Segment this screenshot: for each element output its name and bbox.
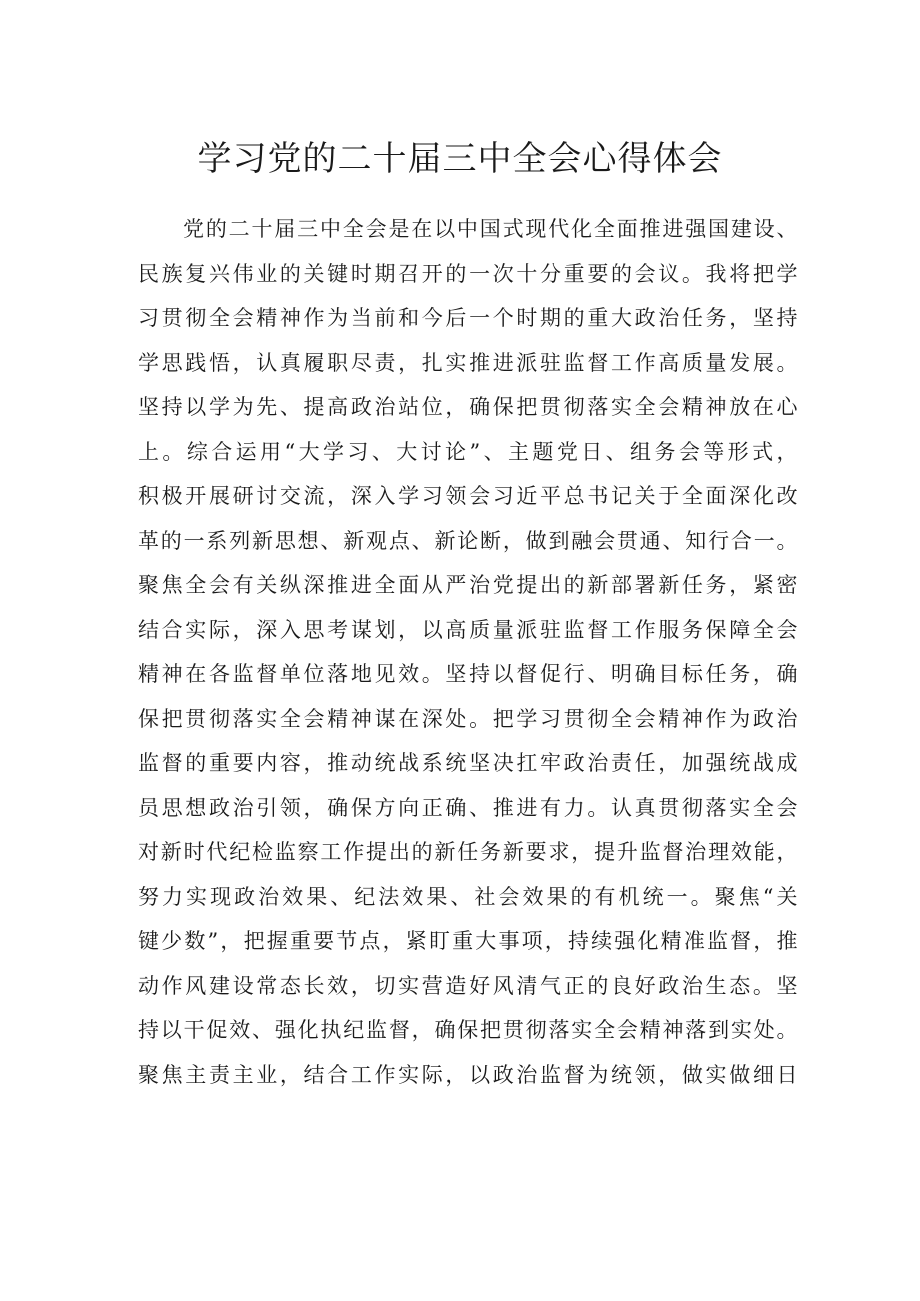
body-line: 持以干促效、强化执纪监督，确保把贯彻落实全会精神落到实处。 <box>138 1018 798 1042</box>
body-line: 对新时代纪检监察工作提出的新任务新要求，提升监督治理效能， <box>138 840 798 864</box>
body-line: 民族复兴伟业的关键时期召开的一次十分重要的会议。我将把学 <box>138 261 798 286</box>
body-line: 坚持以学为先、提高政治站位，确保把贯彻落实全会精神放在心 <box>138 395 798 419</box>
body-line: 保把贯彻落实全会精神谋在深处。把学习贯彻全会精神作为政治 <box>138 706 798 731</box>
body-line: 员思想政治引领，确保方向正确、推进有力。认真贯彻落实全会 <box>138 795 798 820</box>
document-title: 学习党的二十届三中全会心得体会 <box>197 138 723 179</box>
body-line: 聚焦主责主业，结合工作实际，以政治监督为统领，做实做细日 <box>138 1062 798 1087</box>
body-line: 聚焦全会有关纵深推进全面从严治党提出的新部署新任务，紧密 <box>138 573 798 597</box>
body-line: 上。综合运用“大学习、大讨论”、主题党日、组务会等形式， <box>138 439 798 464</box>
body-line: 习贯彻全会精神作为当前和今后一个时期的重大政治任务，坚持 <box>138 306 798 330</box>
body-line: 监督的重要内容，推动统战系统坚决扛牢政治责任，加强统战成 <box>138 751 798 775</box>
body-line: 积极开展研讨交流，深入学习领会习近平总书记关于全面深化改 <box>138 484 798 508</box>
body-line: 动作风建设常态长效，切实营造好风清气正的良好政治生态。坚 <box>138 973 798 998</box>
body-line: 键少数”，把握重要节点，紧盯重大事项，持续强化精准监督，推 <box>138 929 798 953</box>
body-line: 结合实际，深入思考谋划，以高质量派驻监督工作服务保障全会 <box>138 617 798 642</box>
body-line: 党的二十届三中全会是在以中国式现代化全面推进强国建设、 <box>183 217 798 241</box>
body-line: 学思践悟，认真履职尽责，扎实推进派驻监督工作高质量发展。 <box>138 350 798 375</box>
document-body <box>138 207 798 1097</box>
body-line: 革的一系列新思想、新观点、新论断，做到融会贯通、知行合一。 <box>138 528 798 553</box>
body-line: 努力实现政治效果、纪法效果、社会效果的有机统一。聚焦“关 <box>138 884 798 909</box>
body-line: 精神在各监督单位落地见效。坚持以督促行、明确目标任务，确 <box>138 662 798 686</box>
